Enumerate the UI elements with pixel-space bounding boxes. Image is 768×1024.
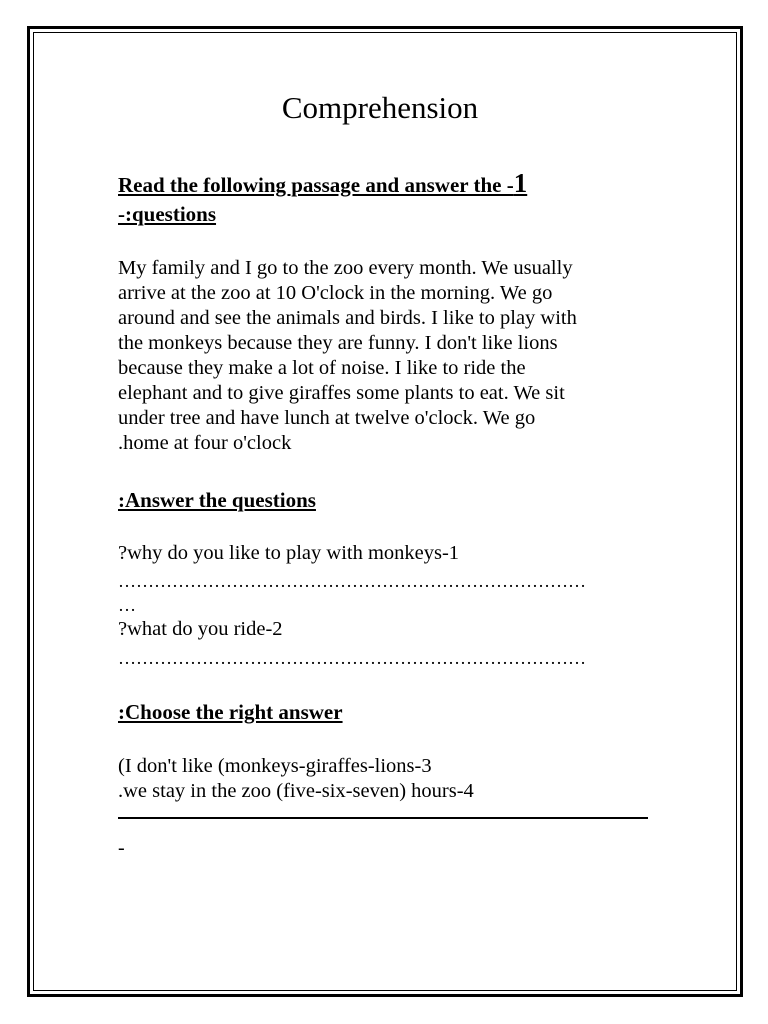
passage-line: My family and I go to the zoo every month. We usually — [118, 257, 573, 279]
question-4: .we stay in the zoo (five-six-seven) hours-4 — [118, 780, 474, 802]
section-heading-choose-answer: :Choose the right answer — [118, 700, 343, 724]
passage-line: under tree and have lunch at twelve o'clock. We go — [118, 407, 536, 429]
answer-line-2: …………………………………………………………………… — [118, 648, 586, 668]
passage-line: because they make a lot of noise. I like to ride the — [118, 357, 526, 379]
passage — [118, 256, 648, 456]
answer-line-1: …………………………………………………………………… — [118, 571, 586, 591]
passage-line: elephant and to give giraffes some plants to eat. We sit — [118, 382, 565, 404]
horizontal-rule — [118, 817, 648, 819]
section-heading-read-passage — [118, 168, 527, 200]
heading-text: Read the following passage and answer the - — [118, 173, 514, 197]
question-1: ?why do you like to play with monkeys-1 — [118, 542, 460, 564]
question-3: (I don't like (monkeys-giraffes-lions-3 — [118, 755, 432, 777]
page-title: Comprehension — [281, 90, 479, 125]
passage-line: the monkeys because they are funny. I don't like lions — [118, 332, 558, 354]
question-2: ?what do you ride-2 — [118, 618, 283, 640]
section-heading-answer-questions: :Answer the questions — [118, 488, 316, 512]
section-heading-read-passage-line2: -:questions — [118, 202, 217, 226]
passage-line: .home at four o'clock — [118, 432, 292, 454]
answer-line-1-cont: … — [118, 595, 136, 615]
passage-line: around and see the animals and birds. I like to play with — [118, 307, 577, 329]
heading-number: 1 — [513, 168, 528, 198]
passage-line: arrive at the zoo at 10 O'clock in the morning. We go — [118, 282, 553, 304]
trailing-dash: - — [118, 837, 125, 859]
